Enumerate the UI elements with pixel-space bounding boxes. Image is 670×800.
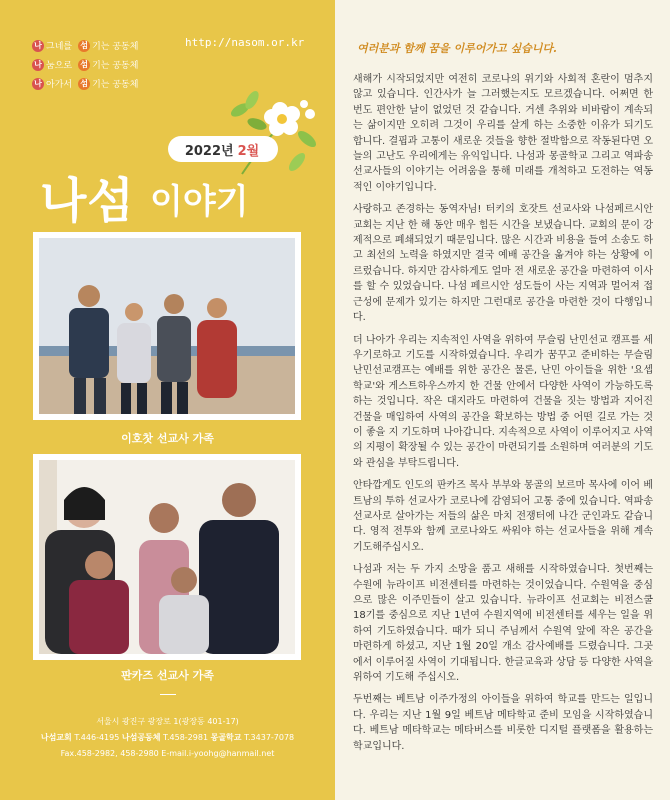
- footer-fax-email: [0, 746, 335, 761]
- photo-2-caption: 판카즈 선교사 가족: [121, 669, 214, 682]
- paragraph: 나섬과 저는 두 가지 소망을 품고 새해를 시작하였습니다. 첫번째는 수원에 뉴라이프 비전센터를 마련하는 것이었습니다. 수원역을 중심으로 많은 이주민들이 살고 있습니다. 뉴라이프 선교회는 비전스쿨 18기를 중심으로 지난 1년여 수원지역에 비전센터를 세우는 일을 위하여 기도하였습니다. 때가 되니 주님께서 수원역 앞에 작은 공간을 마련하게 하셨고, 지난 1월 20일 개소 감사예배를 드렸습니다. 그곳에서 이루어질 사역이 기대됩니다. 한글교육과 상담 등 다양한 사역을 위하여 기도해 주십시오.: [353, 564, 653, 684]
- footer-org: 나섬공동체: [121, 733, 161, 742]
- family-photo-2: [33, 454, 301, 660]
- slogan-initial-badge: 섬: [78, 59, 90, 71]
- slogan-initial-badge: 나: [32, 59, 44, 71]
- right-panel: [335, 0, 670, 800]
- footer-tel: T.3437-7078: [244, 733, 295, 742]
- slogan-line: [32, 38, 138, 53]
- slogan-initial-badge: 섬: [78, 40, 90, 52]
- footer-tel: T.446-4195: [74, 733, 120, 742]
- footer-org: 몽골학교: [210, 733, 242, 742]
- slogan-word: 기는 공동체: [92, 80, 139, 90]
- slogan-initial-badge: 섬: [78, 78, 90, 90]
- photo-1-caption: 이호찻 선교사 가족: [121, 432, 214, 445]
- flower-decoration-icon: [222, 84, 327, 179]
- slogan-line: [32, 76, 138, 91]
- slogan-word: 아가서: [46, 80, 73, 90]
- issue-date-badge: [168, 136, 278, 162]
- website-link[interactable]: http://nasom.or.kr: [185, 36, 305, 49]
- family-photo-2-image: [39, 460, 295, 654]
- family-photo-1-image: [39, 238, 295, 414]
- paragraph: 더 나아가 우리는 지속적인 사역을 위하여 무슬림 난민선교 캠프를 세우기로하고 기도를 시작하였습니다. 우리가 꿈꾸고 준비하는 무슬림 난민선교캠프는 예배를 위한 공간은 물론, 난민 아이들을 위한 '요셉학교'와 게스트하우스까지 한 건물 안에서 다양한 사역이 가능하도록 하는 것입니다. 작은 대지라도 마련하여 건물을 짓는 방법과 지어진 건물을 매입하여 사역의 공간을 확보하는 방법 중 어떤 길로 가는 것이 좋을 지 기도하며 나아갑니다. 지속적으로 사역이 이루어지고 사역의 지평이 확장될 수 있는 공간이 마련되기를 소원하며 여러분의 기도와 관심을 부탁드립니다.: [353, 334, 653, 469]
- footer-contacts: [0, 730, 335, 745]
- paragraph: 안타깝게도 인도의 판카즈 목사 부부와 몽골의 보르마 목사에 이어 베트남의 투하 선교사가 코로나에 감염되어 고통 중에 있습니다. 역파송 선교사로 살아가는 저들의 삶은 마치 전쟁터에 나간 군인과도 같습니다. 영적 전투와 함께 코로나와도 싸워야 하는 선교사들을 위해 계속 기도해주십시오.: [353, 480, 653, 553]
- issue-year: 2022년: [184, 143, 234, 159]
- slogan-line: [32, 57, 138, 72]
- newsletter-title: 나섬: [40, 173, 135, 229]
- newsletter-subtitle: 이야기: [150, 182, 249, 222]
- divider: [160, 694, 176, 695]
- slogan-initial-badge: 나: [32, 78, 44, 90]
- footer-email[interactable]: E-mail.i-yoohg@hanmail.net: [161, 749, 275, 758]
- slogan-block: [32, 38, 138, 95]
- paragraph: 사랑하고 존경하는 동역자님! 터키의 호잣트 선교사와 나섬페르시안교회는 지난 한 해 동안 매우 힘든 시간을 보냈습니다. 교회의 문이 강제적으로 폐쇄되었기 때문입니다. 많은 시간과 비용을 들여 소송도 하고 최선의 노력을 하였지만 결국 예배 공간을 옮겨야 하는 상황에 이르렀습니다. 하지만 감사하게도 얼마 전 새로운 공간을 마련하여 이사를 할 수 있었습니다. 나섬 페르시안 성도들이 사는 지역과 멀어져 접근성에 문제가 있기는 하지만 그런대로 공간을 마련한 것이 다행입니다.: [353, 204, 653, 324]
- slogan-word: 기는 공동체: [92, 61, 139, 71]
- footer-org: 나섬교회: [40, 733, 72, 742]
- footer-tel: T.458-2981: [163, 733, 209, 742]
- slogan-initial-badge: 나: [32, 40, 44, 52]
- letter-body: [353, 72, 653, 761]
- family-photo-1: [33, 232, 301, 420]
- footer-address: 서울시 광진구 광장로 1(광장동 401-17): [96, 717, 239, 726]
- paragraph: 새해가 시작되었지만 여전히 코로나의 위기와 사회적 혼란이 멈추지 않고 있습니다. 인간사가 늘 그러했는지도 모르겠습니다. 어쩌면 한 번도 편안한 날이 없었던 것 같습니다. 거센 추위와 비바람이 계속되는 삶이지만 오히려 그것이 우리를 살게 하는 소중한 이유가 되기도 합니다. 결핍과 고통이 새로운 것들을 향한 절박함으로 작동된다면 오늘의 고난도 우리에게는 유익입니다. 나섬과 몽골학교 그리고 역파송 선교사들의 이야기는 어려움을 통해 미래를 개척하고 도전하는 역동적인 이야기입니다.: [353, 74, 653, 193]
- slogan-word: 눔으로: [46, 61, 73, 71]
- paragraph: 두번째는 베트남 이주가정의 아이들을 위하여 학교를 만드는 일입니다. 우리는 지난 1월 9일 베트남 메타학교 준비 모임을 시작하였습니다. 베트남 메타학교는 메타버스를 비롯한 디지털 플랫폼을 활용하는 학교입니다.: [353, 694, 653, 752]
- slogan-word: 기는 공동체: [92, 42, 139, 52]
- footer-fax: Fax.458-2982, 458-2980: [60, 749, 159, 758]
- issue-month: 2월: [237, 143, 260, 159]
- letter-heading: 여러분과 함께 꿈을 이루어가고 싶습니다.: [357, 42, 557, 55]
- slogan-word: 그네를: [46, 42, 73, 52]
